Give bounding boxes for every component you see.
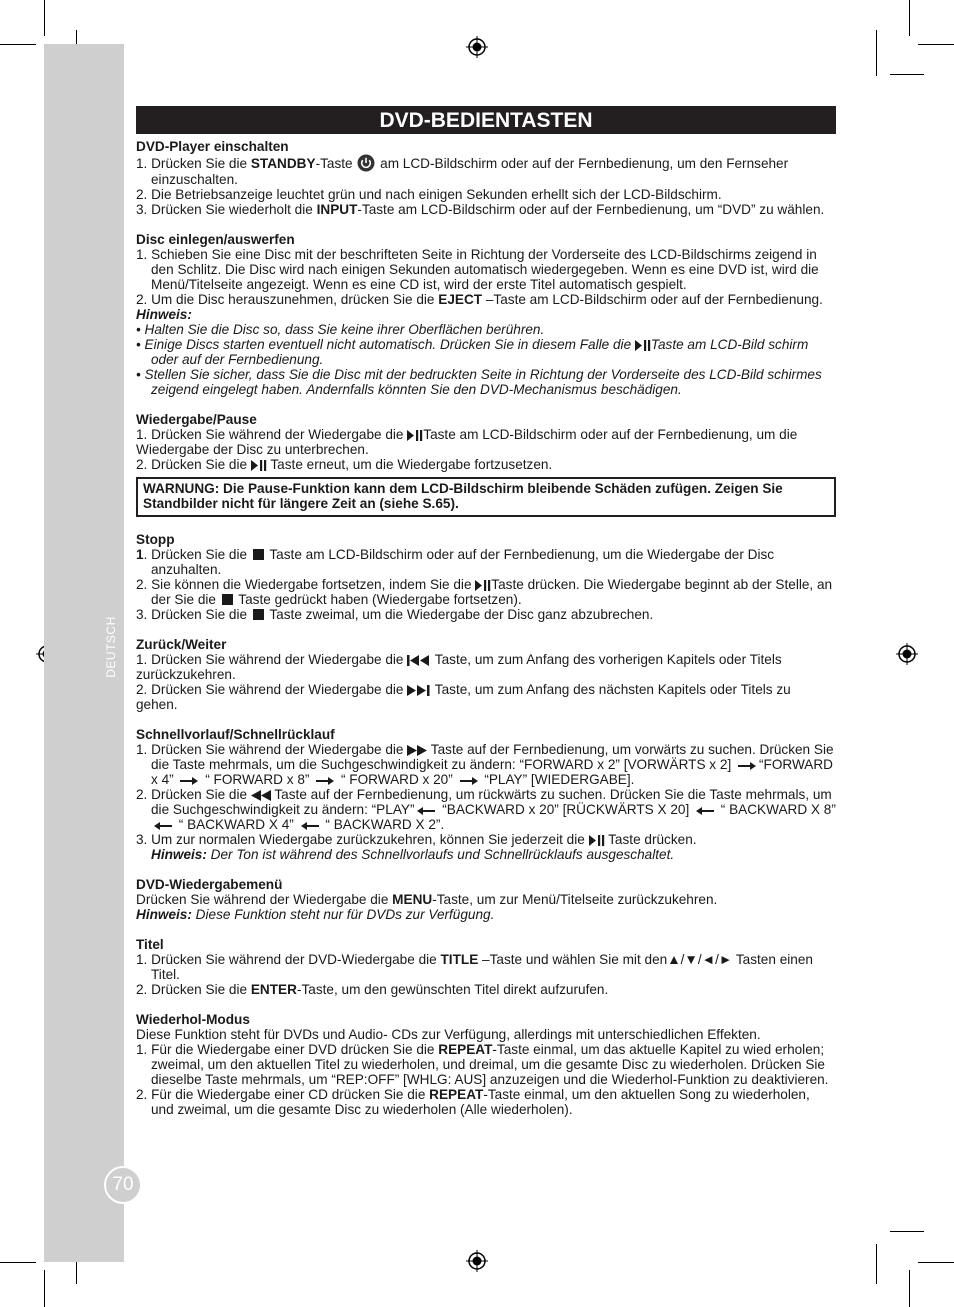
- power-icon: [356, 154, 376, 172]
- key-name: REPEAT: [438, 1042, 493, 1057]
- play-pause-icon: [407, 430, 423, 441]
- note-label: Hinweis:: [136, 907, 192, 922]
- text: 1. Drücken Sie während der Wiedergabe die: [136, 427, 408, 442]
- text: “ BACKWARD X 4”: [175, 817, 298, 832]
- crop-mark: [44, 1270, 45, 1307]
- note-item: • Halten Sie die Disc so, dass Sie keine ihrer Oberflächen berühren.: [136, 322, 545, 337]
- paragraph: Diese Funktion steht für DVDs und Audio- CDs zur Verfügung, allerdings mit unterschiedlichen Effekten.: [136, 1027, 761, 1042]
- text: -Taste am LCD-Bildschirm oder auf der Fernbedienung, um “DVD” zu wählen.: [357, 202, 825, 217]
- note-item: • Stellen Sie sicher, dass Sie die Disc mit der bedruckten Seite in Richtung der Vorderseite des LCD-Bild schirmes zeigend eingelegt haben. Andernfalls könnten Sie den DVD-Mechanismus beschädigen.: [136, 367, 822, 397]
- text: Taste drücken.: [604, 832, 697, 847]
- crop-mark: [0, 44, 36, 45]
- list-item: [136, 787, 836, 832]
- page-number: 70: [104, 1166, 142, 1204]
- key-name: REPEAT: [429, 1087, 484, 1102]
- text: Drücken Sie während der Wiedergabe die: [136, 892, 393, 907]
- text: Taste zweimal, um die Wiedergabe der Disc ganz abzubrechen.: [265, 607, 654, 622]
- arrow-right-icon: [316, 777, 334, 785]
- stop-icon: [253, 549, 264, 560]
- note-label: Hinweis:: [136, 307, 192, 322]
- list-item: [136, 547, 836, 577]
- text: • Einige Discs starten eventuell nicht automatisch. Drücken Sie in diesem Falle die: [136, 337, 635, 352]
- text: 2. Sie können die Wiedergabe fortsetzen, indem Sie die: [136, 577, 476, 592]
- crop-mark: [890, 1231, 924, 1232]
- section-heading: Zurück/Weiter: [136, 637, 227, 652]
- main-content: [136, 139, 836, 1117]
- text: Taste auf der Fernbedienung, um vorwärts zu suchen. Drücken Sie die Taste mehrmals, um die Suchgeschwindigkeit zu ändern: “FORWARD x 2” [VORWÄRTS x 2]: [151, 742, 834, 772]
- list-item: [136, 154, 836, 187]
- direction-arrows-icon: ▲/▼/◄/►: [667, 952, 733, 967]
- note-item: [136, 337, 836, 367]
- key-name: STANDBY: [250, 156, 316, 171]
- text: 3. Drücken Sie wiederholt die: [136, 202, 317, 217]
- arrow-left-icon: [417, 807, 435, 815]
- arrow-left-icon: [301, 822, 319, 830]
- crop-mark: [44, 0, 45, 36]
- text: Taste am LCD-Bildschirm oder auf der Fernbedienung, um die Wiedergabe der Disc zu unterbrechen.: [136, 427, 798, 457]
- text: –Taste am LCD-Bildschirm oder auf der Fernbedienung.: [482, 292, 823, 307]
- list-item: [136, 982, 836, 997]
- section-heading: DVD-Player einschalten: [136, 139, 289, 154]
- rewind-icon: [251, 790, 271, 801]
- play-pause-icon: [251, 460, 267, 471]
- text: 2. Um die Disc herauszunehmen, drücken Sie die: [136, 292, 439, 307]
- warning-box: WARNUNG: Die Pause-Funktion kann dem LCD-Bildschirm bleibende Schäden zufügen. Zeigen Sie Standbilder nicht für längere Zeit an (siehe S.65).: [136, 477, 836, 517]
- text: “BACKWARD x 20” [RÜCKWÄRTS X 20]: [438, 802, 694, 817]
- text: 1. Drücken Sie während der DVD-Wiedergabe die: [136, 952, 441, 967]
- text: Taste, um zum Anfang des vorherigen Kapitels oder Titels zurückzukehren.: [136, 652, 782, 682]
- list-item: [136, 742, 836, 787]
- note-label: Hinweis:: [151, 847, 207, 862]
- note: [136, 907, 836, 922]
- crop-mark: [918, 1262, 954, 1263]
- language-label: DEUTSCH: [104, 616, 118, 678]
- play-pause-icon: [475, 580, 491, 591]
- text: 3. Drücken Sie die: [136, 607, 251, 622]
- list-item: [136, 1087, 836, 1117]
- text: Taste erneut, um die Wiedergabe fortzusetzen.: [266, 457, 553, 472]
- text: “ BACKWARD X 8”: [717, 802, 836, 817]
- text: am LCD-Bildschirm oder auf der Fernbedienung, um den Fernseher einzuschalten.: [151, 156, 789, 187]
- section-heading: Stopp: [136, 532, 175, 547]
- text: Taste, um zum Anfang des nächsten Kapitels oder Titels zu gehen.: [136, 682, 791, 712]
- text: -Taste: [315, 156, 357, 171]
- text: 1. Drücken Sie während der Wiedergabe die: [136, 652, 408, 667]
- text: 1. Für die Wiedergabe einer DVD drücken Sie die: [136, 1042, 439, 1057]
- text: “ FORWARD x 20”: [337, 772, 457, 787]
- arrow-right-icon: [180, 777, 198, 785]
- text: Taste am LCD-Bild schirm oder auf der Fernbedienung.: [151, 337, 809, 367]
- note: [136, 847, 836, 862]
- text: “ FORWARD x 8”: [201, 772, 314, 787]
- paragraph: [136, 892, 836, 907]
- list-item: [136, 292, 836, 307]
- text: 2. Drücken Sie die: [136, 457, 251, 472]
- text: -Taste einmal, um den aktuellen Song zu wiederholen, und zweimal, um die gesamte Disc zu wiederholen (Alle wiederholen).: [151, 1087, 810, 1117]
- previous-icon: [407, 655, 431, 666]
- list-item: [136, 577, 836, 607]
- text: -Taste, um den gewünschten Titel direkt aufzurufen.: [296, 982, 609, 997]
- stop-icon: [253, 609, 264, 620]
- page-title: DVD-BEDIENTASTEN: [136, 106, 836, 134]
- text: 1. Drücken Sie während der Wiedergabe die: [136, 742, 408, 757]
- text: 2. Drücken Sie während der Wiedergabe die: [136, 682, 408, 697]
- text: . Drücken Sie die: [143, 547, 251, 562]
- text: 2. Drücken Sie die: [136, 787, 251, 802]
- paragraph: [136, 427, 836, 457]
- text: Taste gedrückt haben (Wiedergabe fortsetzen).: [234, 592, 522, 607]
- text: Der Ton ist während des Schnellvorlaufs und Schnellrücklaufs ausgeschaltet.: [206, 847, 675, 862]
- play-pause-icon: [635, 340, 651, 351]
- text: “FORWARD x 4”: [151, 757, 834, 787]
- arrow-left-icon: [696, 807, 714, 815]
- crop-mark: [0, 1262, 36, 1263]
- text: 1. Drücken Sie die: [136, 156, 251, 171]
- text: Taste am LCD-Bildschirm oder auf der Fernbedienung, um die Wiedergabe der Disc anzuhalten.: [151, 547, 775, 577]
- paragraph: [136, 457, 836, 472]
- paragraph: [136, 682, 836, 712]
- list-item: [136, 202, 836, 217]
- text: Tasten einen Titel.: [151, 952, 813, 982]
- list-item: [136, 952, 836, 982]
- list-item: [136, 607, 836, 622]
- stop-icon: [222, 594, 233, 605]
- item-number: 1: [136, 547, 144, 562]
- arrow-right-icon: [460, 777, 478, 785]
- text: “ BACKWARD X 2”.: [321, 817, 445, 832]
- text: -Taste, um zur Menü/Titelseite zurückzukehren.: [432, 892, 718, 907]
- text: Taste auf der Fernbedienung, um rückwärts zu suchen. Drücken Sie die Taste mehrmals, um die Suchgeschwindigkeit zu ändern: “PLAY”: [151, 787, 832, 817]
- section-heading: Wiedergabe/Pause: [136, 412, 257, 427]
- next-icon: [407, 685, 431, 696]
- registration-mark-icon: [466, 36, 488, 58]
- section-heading: Titel: [136, 937, 164, 952]
- section-heading: Wiederhol-Modus: [136, 1012, 250, 1027]
- list-item: [136, 1042, 836, 1087]
- crop-mark: [876, 30, 877, 76]
- arrow-left-icon: [154, 822, 172, 830]
- paragraph: [136, 652, 836, 682]
- registration-mark-icon: [466, 1250, 488, 1272]
- list-item: [136, 832, 836, 847]
- key-name: INPUT: [316, 202, 358, 217]
- section-heading: DVD-Wiedergabemenü: [136, 877, 283, 892]
- text: 2. Drücken Sie die: [136, 982, 251, 997]
- list-item: 1. Schieben Sie eine Disc mit der beschrifteten Seite in Richtung der Vorderseite des LCD-Bildschirms zeigend in den Schlitz. Die Disc wird nach einigen Sekunden automatisch wiedergegeben. Wenn es eine DVD ist, wird die Menü/Titelseite angezeigt. Wenn es eine CD ist, wird der erste Titel automatisch gespielt.: [136, 247, 819, 292]
- list-item: 2. Die Betriebsanzeige leuchtet grün und nach einigen Sekunden erhellt sich der LCD-Bildschirm.: [136, 187, 722, 202]
- text: 3. Um zur normalen Wiedergabe zurückzukehren, können Sie jederzeit die: [136, 832, 589, 847]
- text: Taste drücken. Die Wiedergabe beginnt ab der Stelle, an der Sie die: [151, 577, 833, 607]
- crop-mark: [890, 74, 924, 75]
- crop-mark: [909, 1270, 910, 1307]
- crop-mark: [918, 44, 954, 45]
- text: “PLAY” [WIEDERGABE].: [480, 772, 635, 787]
- crop-mark: [876, 1244, 877, 1284]
- key-name: ENTER: [250, 982, 297, 997]
- section-heading: Disc einlegen/auswerfen: [136, 232, 295, 247]
- crop-mark: [909, 0, 910, 36]
- text: 2. Für die Wiedergabe einer CD drücken Sie die: [136, 1087, 430, 1102]
- section-heading: Schnellvorlauf/Schnellrücklauf: [136, 727, 335, 742]
- text: -Taste einmal, um das aktuelle Kapitel zu wied erholen; zweimal, um den aktuellen Titel zu wiederholen, und dreimal, um die gesamte Disc zu wiederholen. Drücken Sie dieselbe Taste mehrmals, um “REP:OFF” [WHLG: AUS] anzuzeigen und die Wiederhol-Funktion zu deaktivieren.: [151, 1042, 829, 1087]
- key-name: MENU: [392, 892, 433, 907]
- text: –Taste und wählen Sie mit den: [478, 952, 668, 967]
- arrow-right-icon: [738, 762, 756, 770]
- text: Diese Funktion steht nur für DVDs zur Verfügung.: [191, 907, 495, 922]
- key-name: TITLE: [440, 952, 479, 967]
- play-pause-icon: [589, 835, 605, 846]
- fast-forward-icon: [407, 745, 427, 756]
- key-name: EJECT: [438, 292, 483, 307]
- language-tab: [96, 610, 126, 700]
- registration-mark-icon: [896, 643, 918, 665]
